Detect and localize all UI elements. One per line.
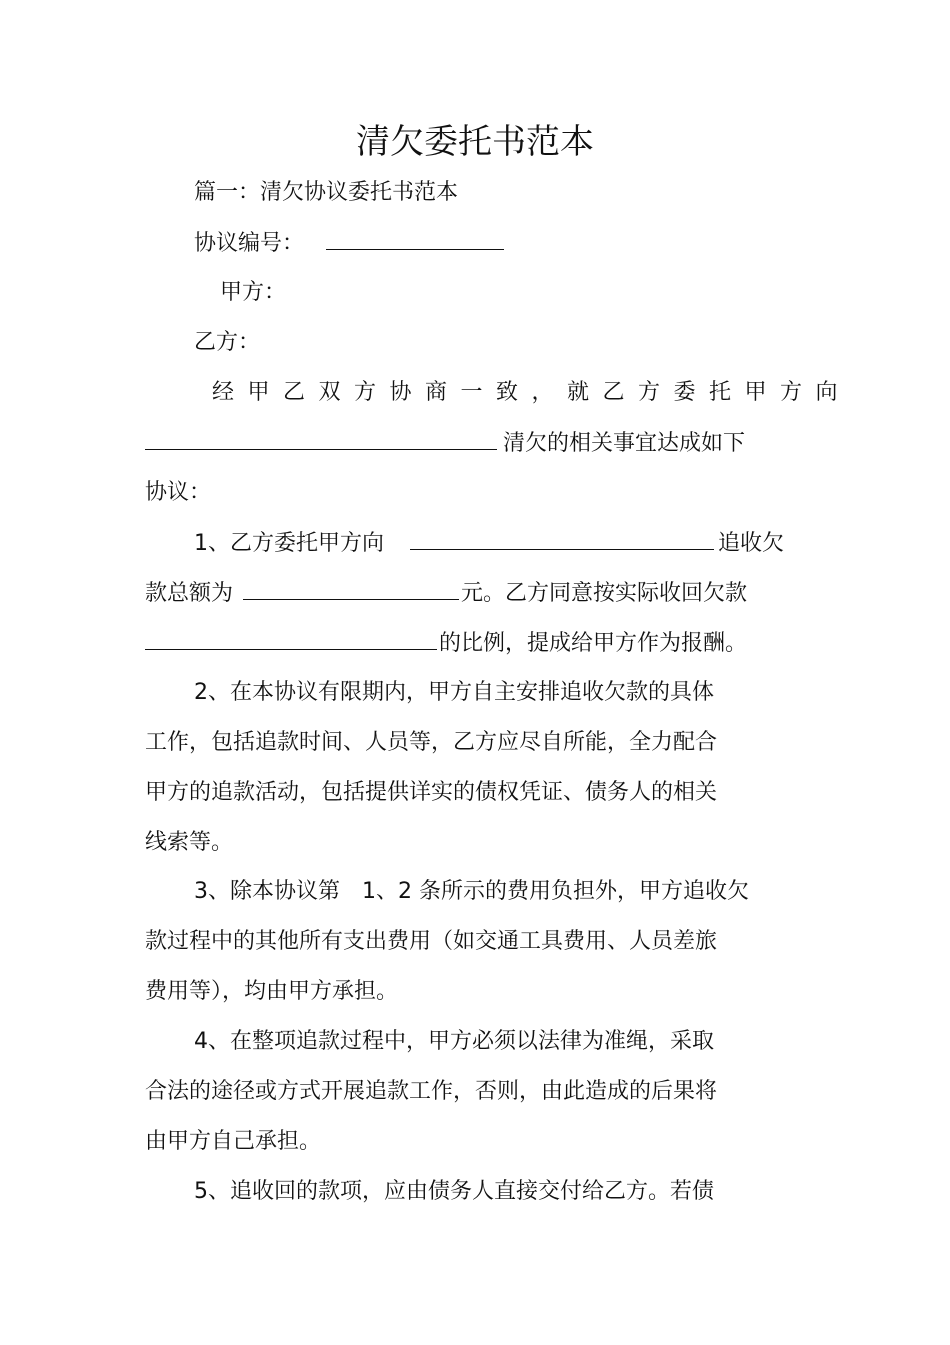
party-a-label: 甲方：	[220, 280, 287, 305]
clause-1-line-3	[145, 628, 747, 658]
debtor-name-blank	[410, 528, 714, 550]
document-title: 清欠委托书范本	[356, 122, 594, 162]
clause-3-line-2: 款过程中的其他所有支出费用（如交通工具费用、人员差旅	[145, 929, 718, 954]
clause-3-line-1: 3、除本协议第 1、2 条所示的费用负担外，甲方追收欠	[194, 879, 749, 904]
section-heading: 篇一：清欠协议委托书范本	[194, 180, 459, 205]
clause-1-line-3-tail: 的比例，提成给甲方作为报酬。	[439, 631, 748, 656]
amount-label: 款总额为	[145, 581, 234, 606]
ratio-blank	[145, 628, 437, 650]
clause-2-line-1: 2、在本协议有限期内，甲方自主安排追收欠款的具体	[194, 680, 714, 705]
intro-line-3: 协议：	[145, 480, 212, 505]
clause-4-line-1: 4、在整项追款过程中，甲方必须以法律为准绳，采取	[194, 1029, 714, 1054]
agreement-number-line	[194, 228, 508, 258]
clause-2-line-4: 线索等。	[145, 830, 234, 855]
clause-1-line-2-tail: 元。乙方同意按实际收回欠款	[461, 581, 748, 606]
clause-4-line-3: 由甲方自己承担。	[145, 1129, 322, 1154]
agreement-number-label: 协议编号：	[194, 231, 305, 256]
intro-line-2-text: 清欠的相关事宜达成如下	[503, 431, 746, 456]
clause-2-line-2: 工作，包括追款时间、人员等，乙方应尽自所能，全力配合	[145, 730, 718, 755]
clause-1-tail: 追收欠	[718, 531, 785, 556]
clause-4-line-2: 合法的途径或方式开展追款工作，否则，由此造成的后果将	[145, 1079, 718, 1104]
intro-line-1: 经甲乙双方协商一致，就乙方委托甲方向	[212, 380, 852, 405]
clause-1-line-2	[145, 578, 747, 608]
debtor-blank	[145, 428, 497, 450]
clause-1-head: 1、乙方委托甲方向	[194, 531, 384, 556]
clause-2-line-3: 甲方的追款活动，包括提供详实的债权凭证、债务人的相关	[145, 780, 718, 805]
intro-line-2	[145, 428, 745, 458]
clause-1-line-1	[194, 528, 784, 558]
agreement-number-blank	[326, 228, 504, 250]
clause-3-line-3: 费用等），均由甲方承担。	[145, 979, 399, 1004]
clause-5-line-1: 5、追收回的款项，应由债务人直接交付给乙方。若债	[194, 1179, 714, 1204]
amount-blank	[243, 578, 459, 600]
party-b-label: 乙方：	[194, 330, 261, 355]
